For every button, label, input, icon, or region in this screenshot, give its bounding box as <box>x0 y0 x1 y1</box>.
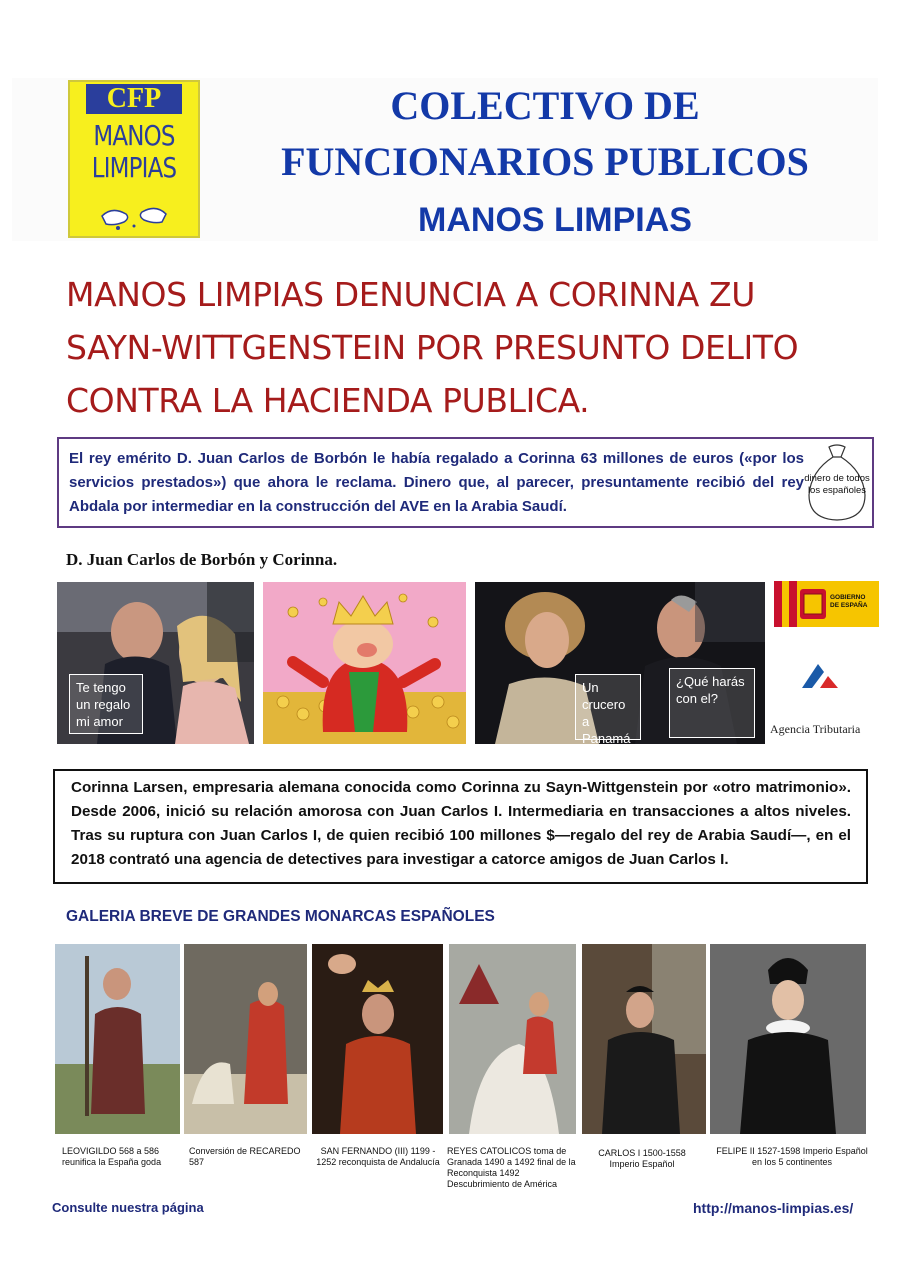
logo-manos-limpias-text <box>82 120 187 184</box>
gallery-caption-5: CARLOS I 1500-1558 Imperio Español <box>598 1148 686 1169</box>
footer-consult-text: Consulte nuestra página <box>52 1200 204 1215</box>
summary-text: El rey emérito D. Juan Carlos de Borbón le había regalado a Corinna 63 millones de euros («por los servicios prestados») que ahora le reclama. Dinero que, al parecer, presuntamente recibió del rey Abdala por intermediar en la construcción del AVE en la Arabia Saudí. <box>69 450 804 515</box>
portrait-carlos-i <box>582 944 706 1134</box>
speech-bubble-2: Un crucero a Panamá <box>575 674 641 740</box>
gobierno-espana-logo <box>774 581 879 627</box>
portrait-leovigildo <box>55 944 180 1134</box>
website-link[interactable]: http://manos-limpias.es/ <box>693 1200 854 1216</box>
headline-line2: SAYN-WITTGENSTEIN POR PRESUNTO DELITO <box>66 328 799 367</box>
painting-reyes-catolicos <box>449 944 576 1134</box>
headline-line3: CONTRA LA HACIENDA PUBLICA. <box>66 381 590 420</box>
summary-box <box>57 437 874 528</box>
clean-hands-icon <box>98 196 170 232</box>
org-title-line3: MANOS LIMPIAS <box>418 201 692 239</box>
corinna-bio-box <box>53 769 868 884</box>
painting-recaredo <box>184 944 307 1134</box>
headline-line1: MANOS LIMPIAS DENUNCIA A CORINNA ZU <box>66 275 755 314</box>
gallery-title: GALERIA BREVE DE GRANDES MONARCAS ESPAÑOLES <box>66 908 495 925</box>
logo-line2: LIMPIAS <box>91 151 177 184</box>
gallery-caption-4: REYES CATOLICOS toma de Granada 1490 a 1492 final de la Reconquista 1492 Descubrimiento de América <box>447 1146 576 1189</box>
portrait-felipe-ii <box>710 944 866 1134</box>
photo-king-corinna-2 <box>475 582 765 744</box>
org-title-line2: FUNCIONARIOS PUBLICOS <box>281 139 809 184</box>
cartoon-king-gold <box>263 582 466 744</box>
money-bag <box>803 443 871 523</box>
logo-line1: MANOS <box>93 119 175 152</box>
cfp-manos-limpias-logo <box>68 80 200 238</box>
headline <box>66 268 866 427</box>
gallery-caption-1: LEOVIGILDO 568 a 586 reunifica la España goda <box>62 1146 162 1167</box>
corinna-bio-text: Corinna Larsen, empresaria alemana conocida como Corinna zu Sayn-Wittgenstein por «otro matrimonio». Desde 2006, inició su relación amorosa con Juan Carlos I. Intermediaria en transacciones a altos niveles. Tras su ruptura con Juan Carlos I, de quien recibió 100 millones $—regalo del rey de Arabia Saudí—, en el 2018 contrató una agencia de detectives para investigar a catorce amigos de Juan Carlos I. <box>71 779 851 868</box>
gallery-caption-3: SAN FERNANDO (III) 1199 - 1252 reconquista de Andalucía <box>316 1146 440 1167</box>
photo-king-corinna-1 <box>57 582 254 744</box>
agencia-tributaria-label: Agencia Tributaria <box>770 722 861 736</box>
photo-caption: D. Juan Carlos de Borbón y Corinna. <box>66 550 338 569</box>
speech-bubble-1: Te tengo un regalo mi amor <box>69 674 143 734</box>
money-bag-label: dinero de todos los españoles <box>804 473 870 496</box>
gallery-caption-2: Conversión de RECAREDO 587 <box>189 1146 301 1167</box>
logo-cfp-text: CFP <box>86 84 182 114</box>
speech-bubble-3: ¿Qué harás con el? <box>669 668 755 738</box>
gallery-caption-6: FELIPE II 1527-1598 Imperio Español en los 5 continentes <box>716 1146 868 1167</box>
portrait-san-fernando <box>312 944 443 1134</box>
gobierno-label: GOBIERNO DE ESPAÑA <box>830 594 868 609</box>
agencia-tributaria-icon <box>798 660 842 692</box>
org-title-line1: COLECTIVO DE <box>390 83 700 128</box>
